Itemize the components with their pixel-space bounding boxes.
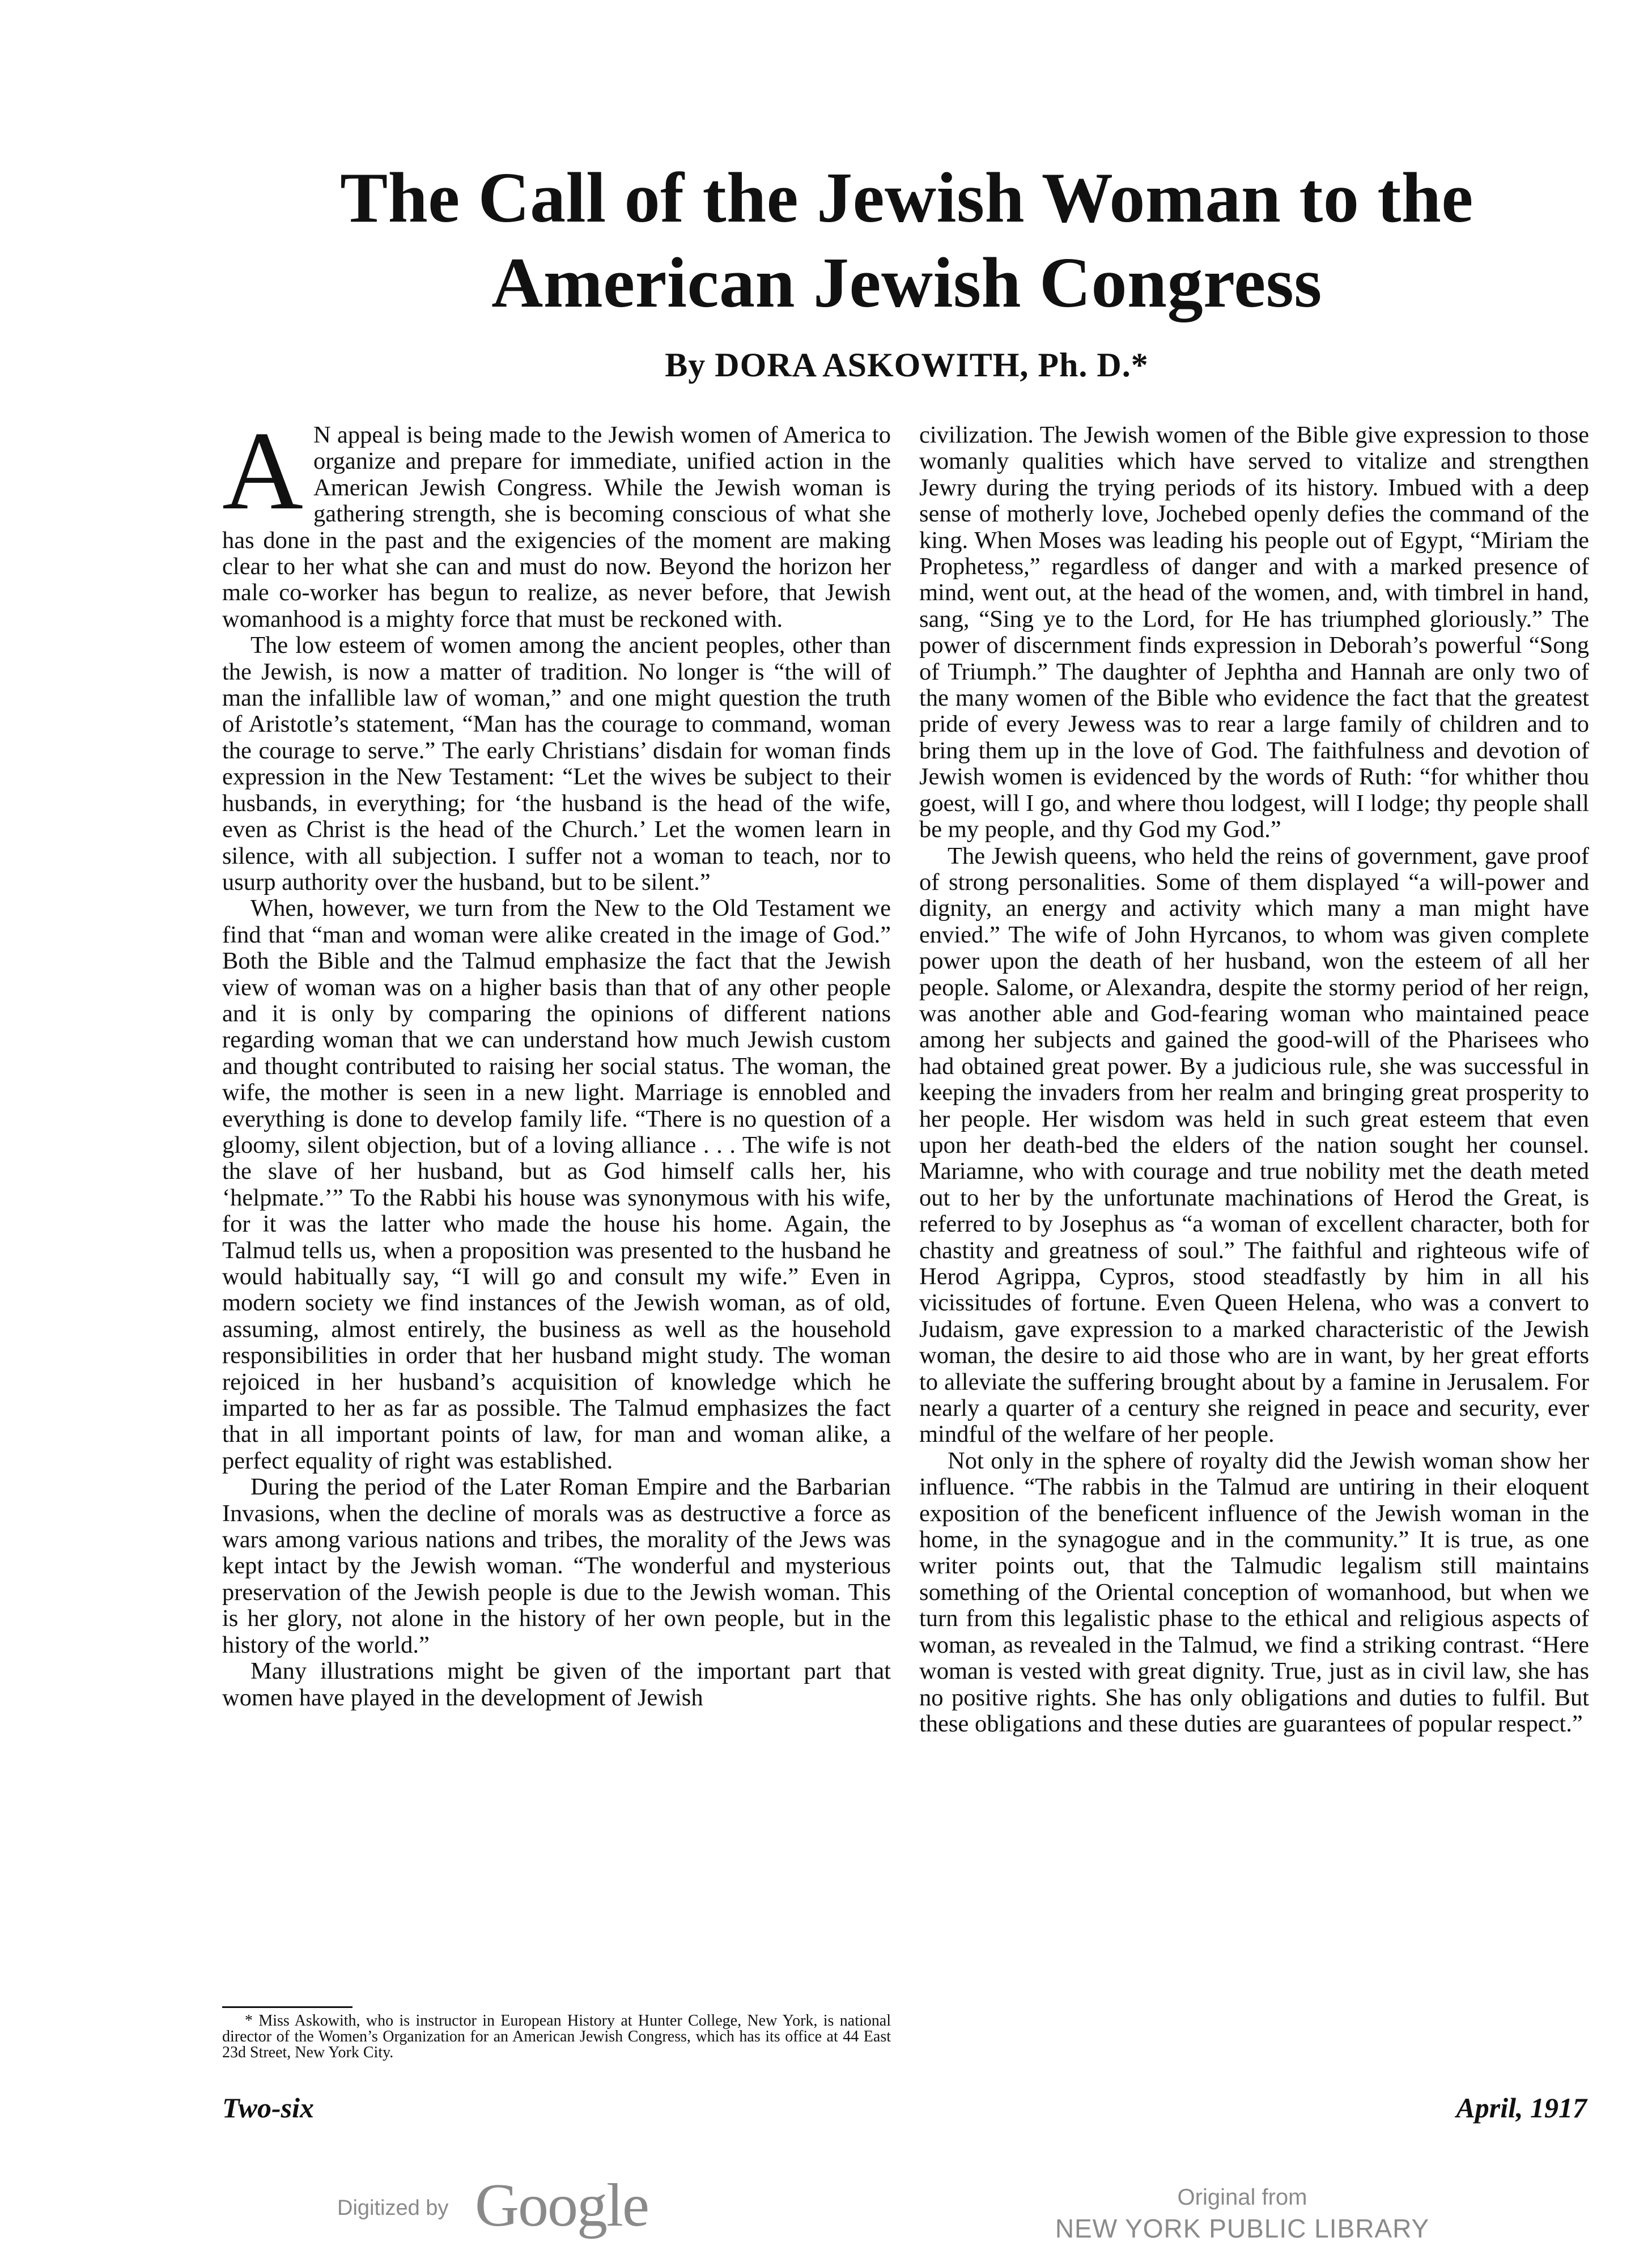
page-label: Two-six xyxy=(222,2092,315,2124)
footnote: * Miss Askowith, who is instructor in European History at Hunter College, New York, is national director of the Women’s Organization for an American Jewish Congress, which has its office at 44 East 23d Street, New York City. xyxy=(222,2012,891,2061)
paragraph xyxy=(222,409,891,632)
original-from-label: Original from xyxy=(1177,2185,1307,2210)
paragraph: When, however, we turn from the New to the Old Testament we find that “man and woman were alike created in the image of God.” Both the Bible and the Talmud emphasize the fact that the Jewish view of woman was on a higher basis than that of any other people and it is only by comparing the opinions of different nations regarding woman that we can understand how much Jewish custom and thought contributed to raising her social status. The woman, the wife, the mother is seen in a new light. Marriage is ennobled and everything is done to develop family life. “There is no question of a gloomy, silent objection, but of a loving alliance . . . The wife is not the slave of her husband, but as God himself calls her, his ‘helpmate.’” To the Rabbi his house was synonymous with his wife, for it was the latter who made the house his home. Again, the Talmud tells us, when a proposition was presented to the husband he would habitually say, “I will go and consult my wife.” Even in modern society we find instances of the Jewish woman, as of old, assuming, almost entirely, the business as well as the household responsibilities in order that her husband might study. The woman rejoiced in her husband’s acquisition of knowledge which he imparted to her as far as possible. The Talmud emphasizes the fact that in all important points of law, for man and woman alike, a perfect equality of right was established. xyxy=(222,895,891,1474)
issue-date: April, 1917 xyxy=(1456,2092,1587,2124)
paragraph-text: N appeal is being made to the Jewish women of America to organize and prepare for immediate, unified action in the American Jewish Congress. While the Jewish woman is gathering strength, she is becoming conscious of what she has done in the past and the exigencies of the moment are making clear to her what she can and must do now. Beyond the horizon her male co-worker has begun to realize, as never before, that Jewish womanhood is a mighty force that must be reckoned with. xyxy=(222,422,891,632)
left-column xyxy=(222,409,891,2003)
article-title xyxy=(215,156,1598,326)
article-title-line-2: American Jewish Congress xyxy=(491,244,1322,322)
paragraph: During the period of the Later Roman Empire and the Barbarian Invasions, when the decline of morals was as destructive a force as wars among various nations and tribes, the morality of the Jews was kept intact by the Jewish woman. “The wonderful and mysterious preservation of the Jewish people is due to the Jewish woman. This is her glory, not alone in the history of her own people, but in the history of the world.” xyxy=(222,1474,891,1658)
article-title-line-1: The Call of the Jewish Woman to the xyxy=(340,159,1473,237)
footnote-rule xyxy=(222,2006,353,2008)
paragraph: The low esteem of women among the ancient peoples, other than the Jewish, is now a matter of tradition. No longer is “the will of man the infallible law of woman,” and one might question the truth of Aristotle’s statement, “Man has the courage to command, woman the courage to serve.” The early Christians’ disdain for woman finds expression in the New Testament: “Let the wives be subject to their husbands, in everything; for ‘the husband is the head of the wife, even as Christ is the head of the Church.’ Let the women learn in silence, with all subjection. I suffer not a woman to teach, nor to usurp authority over the husband, but to be silent.” xyxy=(222,632,891,895)
google-logo: Google xyxy=(475,2172,648,2239)
digitized-by-label: Digitized by xyxy=(337,2196,449,2220)
article-byline: By DORA ASKOWITH, Ph. D.* xyxy=(665,346,1149,384)
right-column xyxy=(919,422,1589,2088)
paragraph: Not only in the sphere of royalty did the Jewish woman show her influence. “The rabbis in the Talmud are untiring in their eloquent exposition of the beneficent influence of the Jewish woman in the home, in the synagogue and in the community.” It is true, as one writer points out, that the Talmudic legalism still maintains something of the Oriental conception of womanhood, but when we turn from this legalistic phase to the ethical and religious aspects of woman, as revealed in the Talmud, we find a striking contrast. “Here woman is vested with great dignity. True, just as in civil law, she has no positive rights. She has only obligations and duties to fulfil. But these obligations and these duties are guarantees of popular respect.” xyxy=(919,1447,1589,1737)
paragraph: civilization. The Jewish women of the Bible give expression to those womanly qualities which have served to vitalize and strengthen Jewry during the trying periods of its history. Imbued with a deep sense of motherly love, Jochebed openly defies the command of the king. When Moses was leading his people out of Egypt, “Miriam the Prophetess,” regardless of danger and with a marked presence of mind, went out, at the head of the women, and, with timbrel in hand, sang, “Sing ye to the Lord, for He has triumphed gloriously.” The power of discernment finds expression in Deborah’s powerful “Song of Triumph.” The daughter of Jephtha and Hannah are only two of the many women of the Bible who evidence the fact that the greatest pride of every Jewess was to rear a large family of children and to bring them up in the love of God. The faithfulness and devotion of Jewish women is evidenced by the words of Ruth: “for whither thou goest, will I go, and where thou lodgest, will I lodge; thy people shall be my people, and thy God my God.” xyxy=(919,422,1589,843)
drop-cap: A xyxy=(222,409,303,533)
paragraph: Many illustrations might be given of the important part that women have played in the development of Jewish xyxy=(222,1658,891,1711)
paragraph: The Jewish queens, who held the reins of government, gave proof of strong personalities. Some of them displayed “a will-power and dignity, an energy and activity which many a man might have envied.” The wife of John Hyrcanos, to whom was given complete power upon the death of her husband, won the esteem of all her people. Salome, or Alexandra, despite the stormy period of her reign, was another able and God-fearing woman who maintained peace among her subjects and gained the good-will of the Pharisees who had obtained great power. By a judicious rule, she was successful in keeping the invaders from her realm and bringing great prosperity to her people. Her wisdom was held in such great esteem that even upon her death-bed the elders of the nation sought her counsel. Mariamne, who with courage and true nobility met the death meted out to her by the unfortunate machinations of Herod the Great, is referred to by Josephus as “a woman of excellent character, both for chastity and greatness of soul.” The faithful and righteous wife of Herod Agrippa, Cypros, stood steadfastly by him in all his vicissitudes of fortune. Even Queen Helena, who was a convert to Judaism, gave expression to a marked characteristic of the Jewish woman, the desire to aid those who are in want, by her great efforts to alleviate the suffering brought about by a famine in Jerusalem. For nearly a quarter of a century she reigned in peace and security, ever mindful of the welfare of her people. xyxy=(919,842,1589,1448)
library-label: NEW YORK PUBLIC LIBRARY xyxy=(1055,2214,1430,2243)
